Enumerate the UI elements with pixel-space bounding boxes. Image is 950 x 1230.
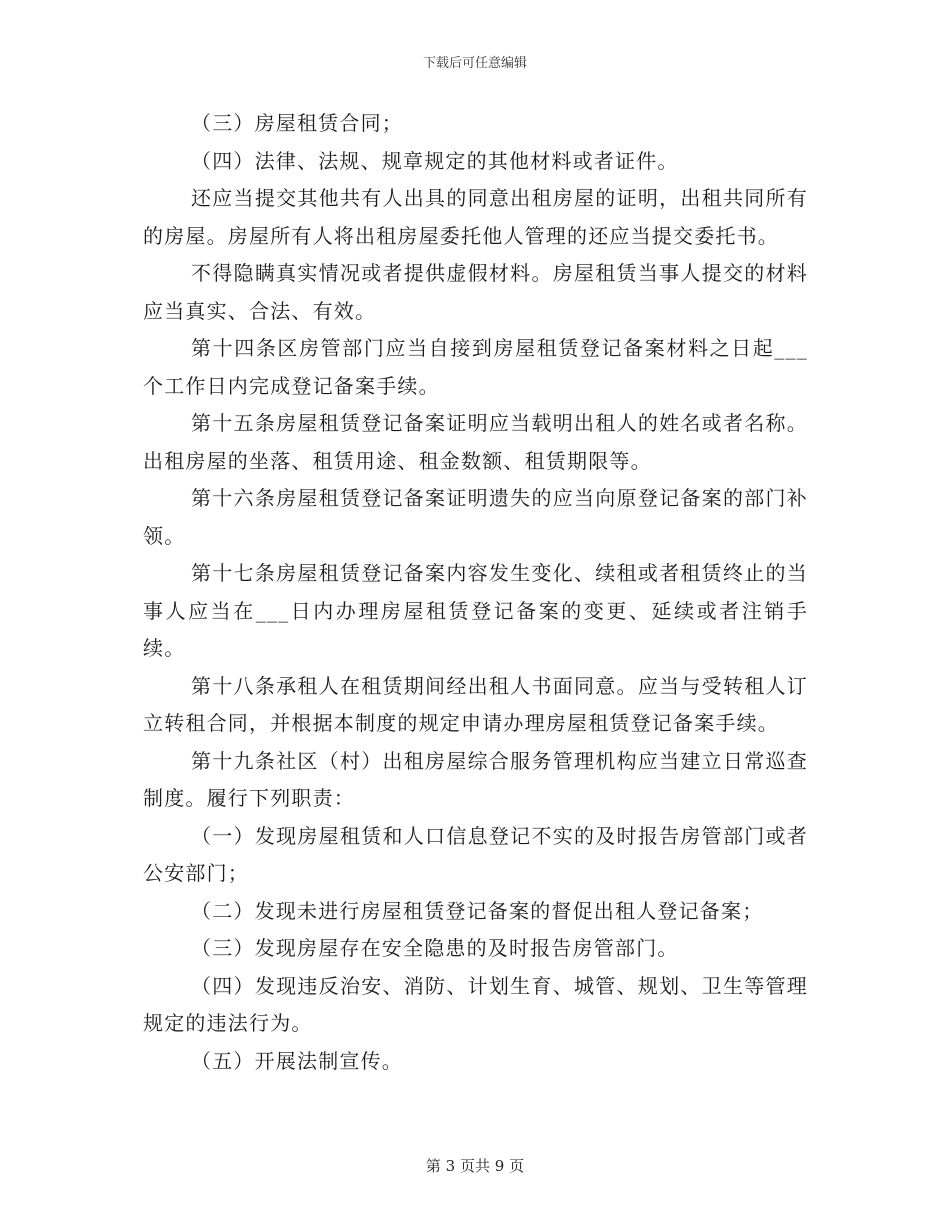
page-footer: 第 3 页共 9 页 xyxy=(425,1157,525,1175)
paragraph: 第十九条社区（村）出租房屋综合服务管理机构应当建立日常巡查制度。履行下列职责： xyxy=(143,748,808,810)
paragraph: 还应当提交其他共有人出具的同意出租房屋的证明，出租共同所有的房屋。房屋所有人将出租房屋委托他人管理的还应当提交委托书。 xyxy=(143,186,808,248)
paragraph: （二）发现未进行房屋租赁登记备案的督促出租人登记备案； xyxy=(191,898,764,923)
paragraph: 第十八条承租人在租赁期间经出租人书面同意。应当与受转租人订立转租合同，并根据本制度的规定申请办理房屋租赁登记备案手续。 xyxy=(143,673,808,735)
paragraph: （三）房屋租赁合同； xyxy=(191,111,403,135)
paragraph: 第十四条区房管部门应当自接到房屋租赁登记备案材料之日起___个工作日内完成登记备案手续。 xyxy=(143,336,808,398)
page-header: 下载后可任意编辑 xyxy=(422,56,527,71)
paragraph: 第十六条房屋租赁登记备案证明遗失的应当向原登记备案的部门补领。 xyxy=(143,486,808,548)
paragraph: （一）发现房屋租赁和人口信息登记不实的及时报告房管部门或者公安部门； xyxy=(143,823,808,885)
paragraph: （四）法律、法规、规章规定的其他材料或者证件。 xyxy=(191,148,679,173)
paragraph: （四）发现违反治安、消防、计划生育、城管、规划、卫生等管理规定的违法行为。 xyxy=(143,973,808,1035)
document-body xyxy=(143,105,808,1080)
paragraph: 第十七条房屋租赁登记备案内容发生变化、续租或者租赁终止的当事人应当在___日内办理房屋租赁登记备案的变更、延续或者注销手续。 xyxy=(143,561,808,660)
paragraph: （三）发现房屋存在安全隐患的及时报告房管部门。 xyxy=(191,936,679,960)
paragraph: （五）开展法制宣传。 xyxy=(191,1048,403,1073)
paragraph: 不得隐瞒真实情况或者提供虚假材料。房屋租赁当事人提交的材料应当真实、合法、有效。 xyxy=(143,261,808,323)
paragraph: 第十五条房屋租赁登记备案证明应当载明出租人的姓名或者名称。出租房屋的坐落、租赁用途、租金数额、租赁期限等。 xyxy=(143,411,808,473)
